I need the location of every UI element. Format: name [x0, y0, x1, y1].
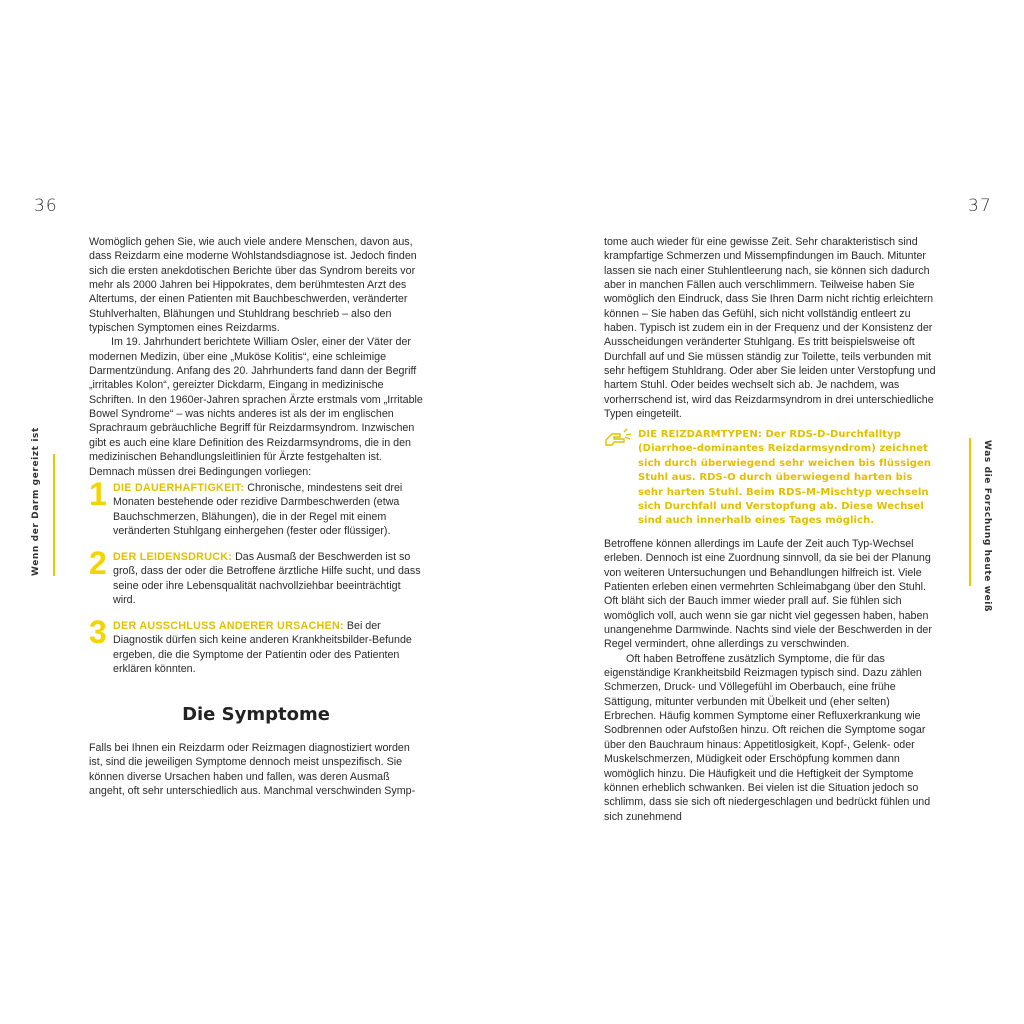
condition-number: 1	[89, 476, 107, 512]
condition-number: 2	[89, 545, 107, 581]
condition-title: DIE DAUERHAFTIGKEIT:	[113, 482, 245, 494]
page-number-left: 36	[34, 196, 58, 216]
left-column-intro	[89, 235, 423, 479]
callout-box	[604, 428, 938, 529]
condition-2	[89, 545, 423, 607]
left-column-symptoms	[89, 741, 423, 798]
left-side-rule	[53, 454, 55, 576]
condition-title: DER AUSSCHLUSS ANDERER URSACHEN:	[113, 620, 344, 632]
right-column-bottom	[604, 537, 938, 824]
condition-title: DER LEIDENSDRUCK:	[113, 551, 233, 563]
condition-text: Chronische, mindestens seit drei Monaten bestehende oder rezidive Darmbeschwerden (etwa Bauchschmerzen, Blähungen), die in der Regel mit einem veränderten Stuhlgang einhergehen (fester oder flüssiger).	[113, 482, 403, 538]
condition-number: 3	[89, 614, 107, 650]
right-side-rule	[969, 438, 971, 586]
paragraph: Im 19. Jahrhundert berichtete William Osler, einer der Väter der modernen Medizin, über eine „Muköse Kolitis“, eine schleimige Darmentzündung. Anfang des 20. Jahrhunderts fand dann der Begriff „irritables Kolon“, gereizter Dickdarm, Eingang in medizinische Schriften. In den 1960er-Jahren sprachen Ärzte erstmals vom „Irritable Bowel Syndrome“ – was nichts anderes ist als der im englischen Sprachraum gebräuchliche Begriff für Reizdarmsyndrom. Inzwischen gibt es auch eine klare Definition des Reizdarmsyndroms, die in den medizinischen Behandlungsleitlinien für Ärzte festgehalten ist. Demnach müssen drei Bedingungen vorliegen:	[89, 336, 423, 478]
right-running-head: Was die Forschung heute weiß	[982, 440, 992, 613]
paragraph: Womöglich gehen Sie, wie auch viele andere Menschen, davon aus, dass Reizdarm eine moderne Wohlstandsdiagnose ist. Jedoch finden sich die ersten anekdotischen Berichte über das Syndrom bereits vor mehr als 2000 Jahren bei Hippokrates, dem berühmtesten Arzt des Altertums, der einen Patienten mit Bauchbeschwerden, veränderter Stuhlverhalten, Blähungen und Stuhldrang beschrieb – also den typischen Symptomen eines Reizdarms.	[89, 236, 417, 335]
pointing-hand-icon	[604, 428, 634, 448]
right-column-top	[604, 235, 938, 421]
condition-3	[89, 614, 423, 676]
condition-text: Das Ausmaß der Beschwerden ist so groß, dass der oder die Betroffene ärztliche Hilfe sucht, und dass seine oder ihre Lebensqualität nachvollziehbar beeinträchtigt wird.	[113, 551, 421, 607]
page-number-right: 37	[968, 196, 992, 216]
callout-text: DIE REIZDARMTYPEN: Der RDS-D-Durchfalltyp (Diarrhoe-dominantes Reizdarmsyndrom) zeichnet sich durch überwiegend sehr weichen bis flüssigen Stuhl aus. RDS-O durch überwiegend harten bis sehr harten Stuhl. Beim RDS-M-Mischtyp wechseln sich Durchfall und Verstopfung ab. Diese Wechsel sind auch innerhalb eines Tages möglich.	[638, 429, 932, 527]
section-heading: Die Symptome	[182, 704, 330, 725]
left-running-head: Wenn der Darm gereizt ist	[31, 427, 41, 576]
condition-text: Bei der Diagnostik dürfen sich keine anderen Krankheitsbilder-Befunde ergeben, die die Symptome der Patientin oder des Patienten erklären könnten.	[113, 620, 412, 676]
paragraph: Betroffene können allerdings im Laufe der Zeit auch Typ-Wechsel erleben. Dennoch ist eine Zuordnung sinnvoll, da sie bei der Planung von weiteren Untersuchungen und Behandlungen hilfreich ist. Viele Patienten erleben einen vermehrten Schleimabgang über den Stuhl. Oft bläht sich der Bauch immer wieder prall auf. Sie fühlen sich womöglich voll, auch wenn sie gar nicht viel gegessen haben, haben unangenehme Darmwinde. Nachts sind viele der Beschwerden in der Regel vermindert, ohne allerdings zu verschwinden.	[604, 538, 932, 651]
paragraph: tome auch wieder für eine gewisse Zeit. Sehr charakteristisch sind krampfartige Schmerzen und Missempfindungen im Bauch. Mitunter lassen sie nach einer Stuhlentleerung nach, sie können sich dadurch aber in manchen Fällen auch verschlimmern. Teilweise haben Sie womöglich den Eindruck, dass Sie Ihren Darm nicht richtig erleichtern können – Sie haben das Gefühl, sich nicht vollständig entleert zu haben. Typisch ist zudem ein in der Frequenz und der Konsistenz der Ausscheidungen veränderter Stuhlgang. Es tritt beispielsweise oft Durchfall auf und Sie müssen ständig zur Toilette, teils verbunden mit sehr heftigem Stuhldrang. Oder aber Sie leiden unter Verstopfung und hartem Stuhl. Oder beides wechselt sich ab. Je nachdem, was vorherrschend ist, wird das Reizdarmsyndrom in drei unterschiedliche Typen eingeteilt.	[604, 236, 936, 421]
paragraph: Falls bei Ihnen ein Reizdarm oder Reizmagen diagnostiziert worden ist, sind die jeweiligen Symptome dennoch meist unspezifisch. Sie können diverse Ursachen haben und fallen, was deren Ausmaß angeht, oft sehr unterschiedlich aus. Manchmal verschwinden Symp-	[89, 742, 416, 798]
paragraph: Oft haben Betroffene zusätzlich Symptome, die für das eigenständige Krankheitsbild Reizmagen typisch sind. Dazu zählen Schmerzen, Druck- und Völlegefühl im Oberbauch, eine frühe Sättigung, mitunter verbunden mit Übelkeit und (eher selten) Erbrechen. Häufig kommen Symptome einer Refluxerkrankung wie Sodbrennen oder Aufstoßen hinzu. Oft reichen die Symptome sogar über den Bauchraum hinaus: Appetitlosigkeit, Kopf-, Gelenk- oder Muskelschmerzen, Müdigkeit oder Erschöpfung kommen dann womöglich hinzu. Die Häufigkeit und die Heftigkeit der Symptome können erheblich schwanken. Bei vielen ist die Situation jedoch so schlimm, dass sie sich oft niedergeschlagen und bedrückt fühlen und sich zunehmend	[604, 652, 931, 823]
condition-1	[89, 476, 423, 538]
